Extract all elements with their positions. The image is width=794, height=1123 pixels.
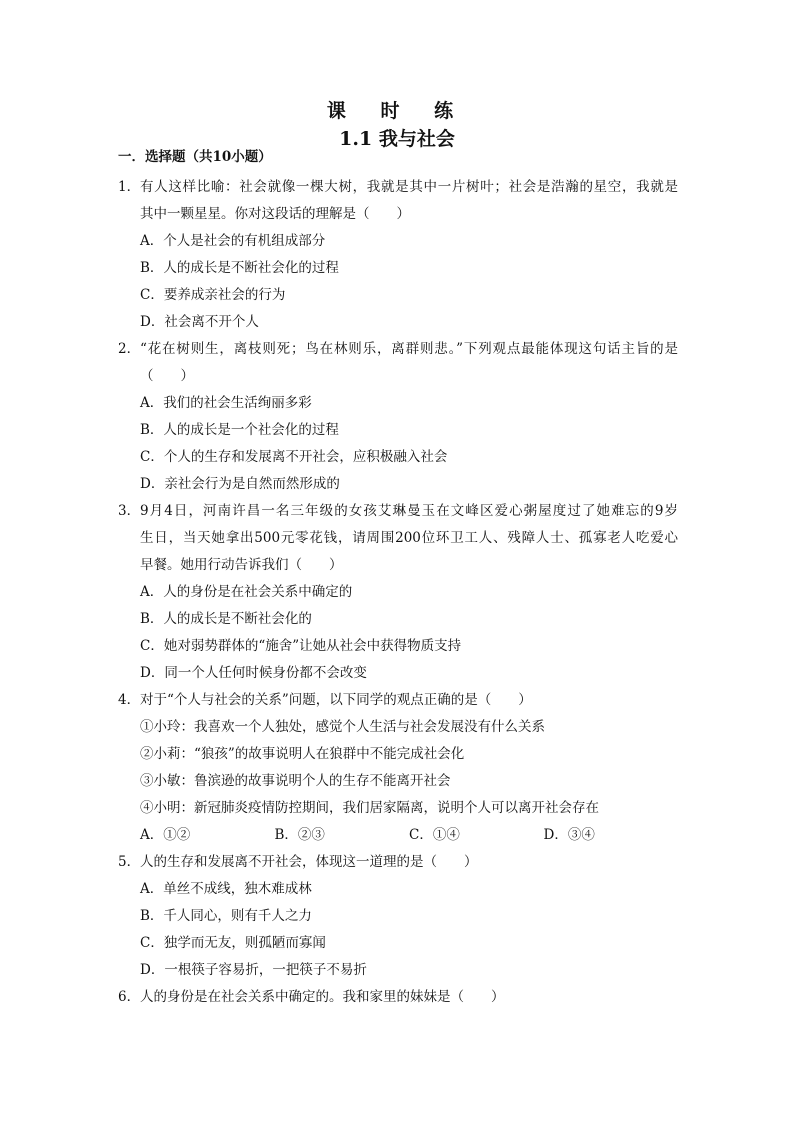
statement-4: ④小明：新冠肺炎疫情防控期间，我们居家隔离，说明个人可以离开社会存在 — [140, 800, 599, 816]
option-c: C．①④ — [409, 827, 460, 843]
question-number: 5． — [118, 854, 141, 870]
question-text: 对于“个人与社会的关系”问题，以下同学的观点正确的是（ ） — [140, 692, 532, 708]
question-number: 4． — [118, 692, 141, 708]
question-5 — [118, 849, 678, 984]
option-d: D．同一个人任何时候身份都不会改变 — [140, 665, 367, 681]
option-b: B．千人同心，则有千人之力 — [140, 908, 312, 924]
option-b: B．人的成长是不断社会化的过程 — [140, 260, 339, 276]
option-b: B．人的成长是一个社会化的过程 — [140, 422, 339, 438]
question-number: 2． — [118, 341, 141, 357]
option-a: A．①② — [140, 827, 191, 843]
option-d: D．社会离不开个人 — [140, 314, 259, 330]
option-c: C．要养成亲社会的行为 — [140, 287, 286, 303]
question-4 — [118, 687, 678, 849]
question-text: “花在树则生，离枝则死；鸟在林则乐，离群则悲。”下列观点最能体现这句话主旨的是 — [140, 341, 678, 357]
question-text: 人的身份是在社会关系中确定的。我和家里的妹妹是（ ） — [140, 989, 505, 1005]
question-stem-line — [118, 984, 678, 1011]
question-text — [118, 525, 678, 552]
question-stem-line — [118, 336, 678, 363]
question-2 — [118, 336, 678, 498]
question-list — [118, 148, 678, 1011]
statement-1: ①小玲：我喜欢一个人独处，感觉个人生活与社会发展没有什么关系 — [140, 719, 545, 735]
question-text: 其中一颗星星。你对这段话的理解是（ ） — [140, 206, 410, 222]
option-row — [118, 822, 678, 849]
question-text: （ ） — [140, 368, 194, 384]
option-c: C．独学而无友，则孤陋而寡闻 — [140, 935, 326, 951]
statement-3: ③小敏：鲁滨逊的故事说明个人的生存不能离开社会 — [140, 773, 451, 789]
question-stem-line — [118, 498, 678, 525]
question-6 — [118, 984, 678, 1011]
question-text: 人的生存和发展离不开社会，体现这一道理的是（ ） — [140, 854, 478, 870]
option-a: A．个人是社会的有机组成部分 — [140, 233, 326, 249]
option-c: C．个人的生存和发展离不开社会，应积极融入社会 — [140, 449, 448, 465]
option-d: D．③④ — [543, 827, 595, 843]
question-text: 有人这样比喻：社会就像一棵大树，我就是其中一片树叶；社会是浩瀚的星空，我就是 — [140, 179, 678, 195]
question-text: 早餐。她用行动告诉我们（ ） — [140, 557, 343, 573]
question-text-span: 生日，当天她拿出500元零花钱，请周围200位环卫工人、残障人士、孤寡老人吃爱心 — [140, 530, 678, 546]
question-stem-line — [118, 174, 678, 201]
option-c: C．她对弱势群体的“施舍”让她从社会中获得物质支持 — [140, 638, 462, 654]
question-3 — [118, 498, 678, 687]
question-number: 1． — [118, 179, 141, 195]
option-d: D．一根筷子容易折，一把筷子不易折 — [140, 962, 367, 978]
document-subtitle: 1.1 我与社会 — [339, 128, 455, 150]
option-b: B．②③ — [274, 827, 325, 843]
question-stem-line — [118, 687, 678, 714]
question-1 — [118, 174, 678, 336]
document-title: 课 时 练 — [326, 100, 468, 122]
question-text: 9月4日，河南许昌一名三年级的女孩艾琳曼玉在文峰区爱心粥屋度过了她难忘的9岁 — [140, 503, 678, 519]
question-number: 3． — [118, 503, 141, 519]
option-a: A．单丝不成线，独木难成林 — [140, 881, 312, 897]
option-a: A．人的身份是在社会关系中确定的 — [140, 584, 353, 600]
question-number: 6． — [118, 989, 141, 1005]
option-b: B．人的成长是不断社会化的 — [140, 611, 312, 627]
option-d: D．亲社会行为是自然而然形成的 — [140, 476, 340, 492]
statement-2: ②小莉：“狼孩”的故事说明人在狼群中不能完成社会化 — [140, 746, 465, 762]
section-heading: 一．选择题（共10小题） — [118, 149, 272, 165]
option-a: A．我们的社会生活绚丽多彩 — [140, 395, 312, 411]
question-stem-line — [118, 849, 678, 876]
